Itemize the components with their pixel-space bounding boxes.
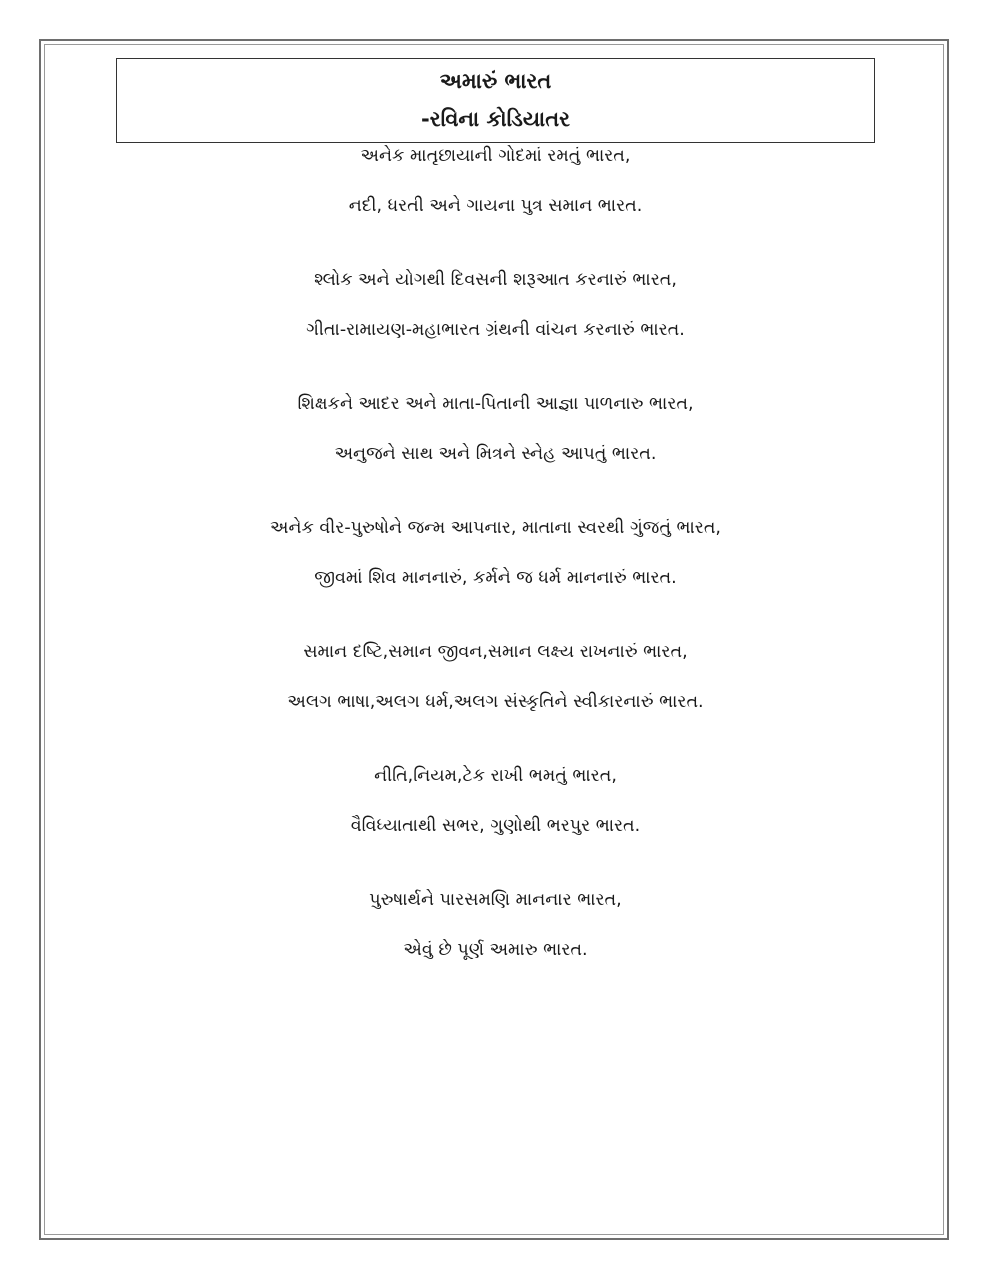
poem-line: વૈવિધ્યાતાથી સભર, ગુણોથી ભરપુર ભારત.: [350, 816, 641, 836]
poem-body: [116, 145, 875, 1013]
stanza: [116, 889, 875, 961]
poem-line: નદી, ધરતી અને ગાયના પુત્ર સમાન ભારત.: [348, 196, 643, 216]
stanza: [116, 517, 875, 589]
poem-line: શિક્ષકને આદર અને માતા-પિતાની આજ્ઞા પાળનારુ ભારત,: [297, 394, 694, 414]
poem-line: અલગ ભાષા,અલગ ધર્મ,અલગ સંસ્કૃતિને સ્વીકારનારું ભારત.: [287, 692, 704, 712]
stanza: [116, 393, 875, 465]
poem-line: શ્લોક અને યોગથી દિવસની શરૂઆત કરનારું ભારત,: [314, 270, 677, 290]
stanza: [116, 269, 875, 341]
poem-line: અનેક વીર-પુરુષોને જન્મ આપનાર, માતાના સ્વરથી ગુંજતું ભારત,: [269, 518, 721, 538]
title-box: [116, 58, 875, 143]
poem-line: અનેક માતૃછાયાની ગોદમાં રમતું ભારત,: [360, 146, 631, 166]
poem-title: અમારું ભારત: [439, 69, 552, 93]
stanza: [116, 641, 875, 713]
poem-author: -રવિના કોડિયાતર: [421, 107, 570, 131]
stanza: [116, 765, 875, 837]
poem-line: સમાન દષ્ટિ,સમાન જીવન,સમાન લક્ષ્ય રાખનારું ભારત,: [303, 642, 688, 662]
poem-line: ગીતા-રામાયણ-મહાભારત ગ્રંથની વાંચન કરનારું ભારત.: [306, 320, 685, 340]
poem-line: એવું છે પૂર્ણ અમારુ ભારત.: [403, 940, 588, 960]
poem-line: નીતિ,નિયમ,ટેક રાખી ભમતું ભારત,: [374, 766, 617, 786]
poem-line: અનુજને સાથ અને મિત્રને સ્નેહ આપતું ભારત.: [334, 444, 657, 464]
poem-line: જીવમાં શિવ માનનારું, કર્મને જ ધર્મ માનનારું ભારત.: [314, 568, 677, 588]
poem-line: પુરુષાર્થને પારસમણિ માનનાર ભારત,: [369, 890, 622, 910]
stanza: [116, 145, 875, 217]
